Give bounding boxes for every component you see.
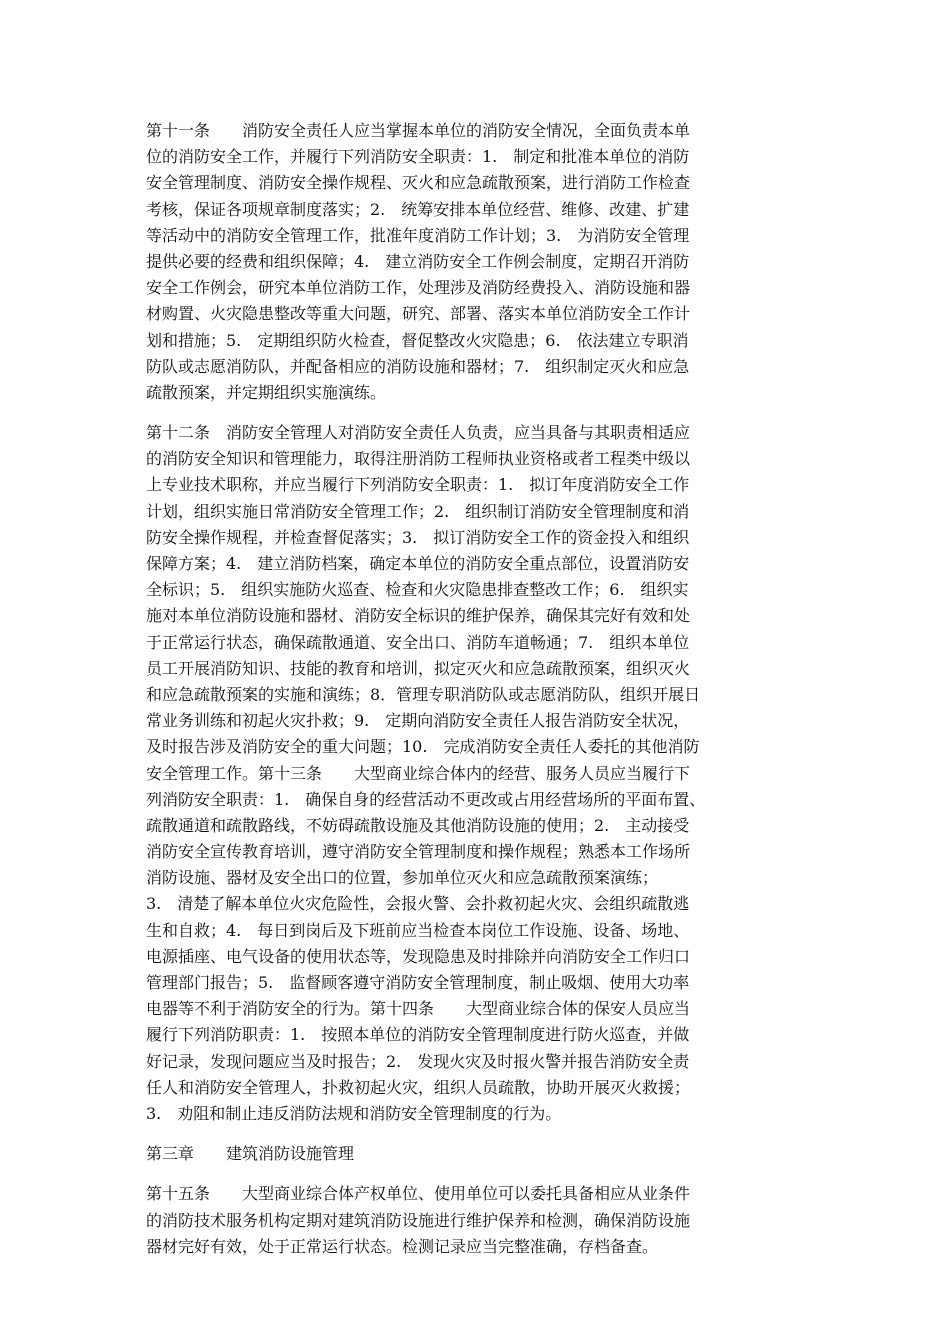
text-line: 防队或志愿消防队，并配备相应的消防设施和器材；7. 组织制定灭火和应急 [146,356,690,376]
paragraph-article-11 [146,118,826,406]
text-line: 3. 清楚了解本单位火灾危险性，会报火警、会扑救初起火灾、会组织疏散逃 [146,894,690,914]
text-line: 考核，保证各项规章制度落实；2. 统筹安排本单位经营、维修、改建、扩建 [146,199,690,219]
text-line: 电源插座、电气设备的使用状态等，发现隐患及时排除并向消防安全工作归口 [146,946,691,966]
text-line: 第十五条 大型商业综合体产权单位、使用单位可以委托具备相应从业条件 [146,1184,691,1204]
text-line: 施对本单位消防设施和器材、消防安全标识的维护保养，确保其完好有效和处 [146,606,691,626]
text-line: 及时报告涉及消防安全的重大问题；10. 完成消防安全责任人委托的其他消防 [146,737,700,757]
text-line: 履行下列消防职责：1. 按照本单位的消防安全管理制度进行防火巡查，并做 [146,1025,690,1045]
text-line: 3. 劝阻和制止违反消防法规和消防安全管理制度的行为。 [146,1103,562,1123]
text-line: 器材完好有效，处于正常运行状态。检测记录应当完整准确，存档备查。 [146,1236,659,1256]
text-line: 消防安全宣传教育培训，遵守消防安全管理制度和操作规程；熟悉本工作场所 [146,842,691,862]
paragraph-gap [146,1167,826,1181]
text-line: 员工开展消防知识、技能的教育和培训，拟定灭火和应急疏散预案，组织灭火 [146,658,691,678]
text-line: 第十二条 消防安全管理人对消防安全责任人负责，应当具备与其职责相适应 [146,423,691,443]
text-line: 的消防技术服务机构定期对建筑消防设施进行维护保养和检测，确保消防设施 [146,1210,691,1230]
text-line: 疏散预案，并定期组织实施演练。 [146,382,387,402]
text-line: 位的消防安全工作，并履行下列消防安全职责：1. 制定和批准本单位的消防 [146,147,690,167]
text-line: 等活动中的消防安全管理工作，批准年度消防工作计划；3. 为消防安全管理 [146,225,690,245]
text-line: 和应急疏散预案的实施和演练；8．管理专职消防队或志愿消防队，组织开展日 [146,684,701,704]
text-line: 于正常运行状态，确保疏散通道、安全出口、消防车道畅通；7. 组织本单位 [146,632,690,652]
text-line: 第十一条 消防安全责任人应当掌握本单位的消防安全情况，全面负责本单 [146,121,691,140]
text-line: 生和自救；4. 每日到岗后及下班前应当检查本岗位工作设施、设备、场地、 [146,920,690,940]
text-line: 消防设施、器材及安全出口的位置，参加单位灭火和应急疏散预案演练； [146,868,659,888]
text-line: 安全管理工作。第十三条 大型商业综合体内的经营、服务人员应当履行下 [146,763,691,783]
paragraph-gap [146,406,826,420]
text-line: 的消防安全知识和管理能力，取得注册消防工程师执业资格或者工程类中级以 [146,449,691,469]
text-line: 电器等不利于消防安全的行为。第十四条 大型商业综合体的保安人员应当 [146,999,691,1019]
text-line: 保障方案；4. 建立消防档案，确定本单位的消防安全重点部位，设置消防安 [146,554,690,573]
text-line: 全标识；5. 组织实施防火巡查、检查和火灾隐患排查整改工作；6. 组织实 [146,580,689,600]
text-line: 上专业技术职称，并应当履行下列消防安全职责：1. 拟订年度消防安全工作 [146,475,690,495]
text-line: 好记录，发现问题应当及时报告；2. 发现火灾及时报火警并报告消防安全责 [146,1051,690,1071]
paragraph-chapter-3 [146,1141,826,1167]
text-line: 列消防安全职责：1. 确保自身的经营活动不更改或占用经营场所的平面布置、 [146,789,706,809]
text-line: 管理部门报告；5. 监督顾客遵守消防安全管理制度，制止吸烟、使用大功率 [146,973,690,992]
text-line: 划和措施；5. 定期组织防火检查，督促整改火灾隐患；6. 依法建立专职消 [146,330,689,350]
paragraph-article-12-14 [146,420,826,1127]
paragraph-gap [146,1127,826,1141]
text-line: 提供必要的经费和组织保障；4. 建立消防安全工作例会制度，定期召开消防 [146,251,690,271]
text-line: 防安全操作规程，并检查督促落实；3. 拟订消防安全工作的资金投入和组织 [146,527,690,547]
text-line: 安全工作例会，研究本单位消防工作，处理涉及消防经费投入、消防设施和器 [146,278,691,298]
text-line: 任人和消防安全管理人，扑救初起火灾，组织人员疏散，协助开展灭火救援； [146,1077,691,1097]
document-body [146,118,826,1260]
text-line: 材购置、火灾隐患整改等重大问题，研究、部署、落实本单位消防安全工作计 [146,304,691,324]
paragraph-article-15 [146,1181,826,1260]
text-line: 安全管理制度、消防安全操作规程、灭火和应急疏散预案，进行消防工作检查 [146,173,691,193]
text-line: 常业务训练和初起火灾扑救；9. 定期向消防安全责任人报告消防安全状况， [146,711,690,731]
text-line: 计划，组织实施日常消防安全管理工作；2. 组织制订消防安全管理制度和消 [146,501,690,521]
text-line: 第三章 建筑消防设施管理 [146,1144,355,1164]
text-line: 疏散通道和疏散路线，不妨碍疏散设施及其他消防设施的使用；2. 主动接受 [146,815,690,835]
